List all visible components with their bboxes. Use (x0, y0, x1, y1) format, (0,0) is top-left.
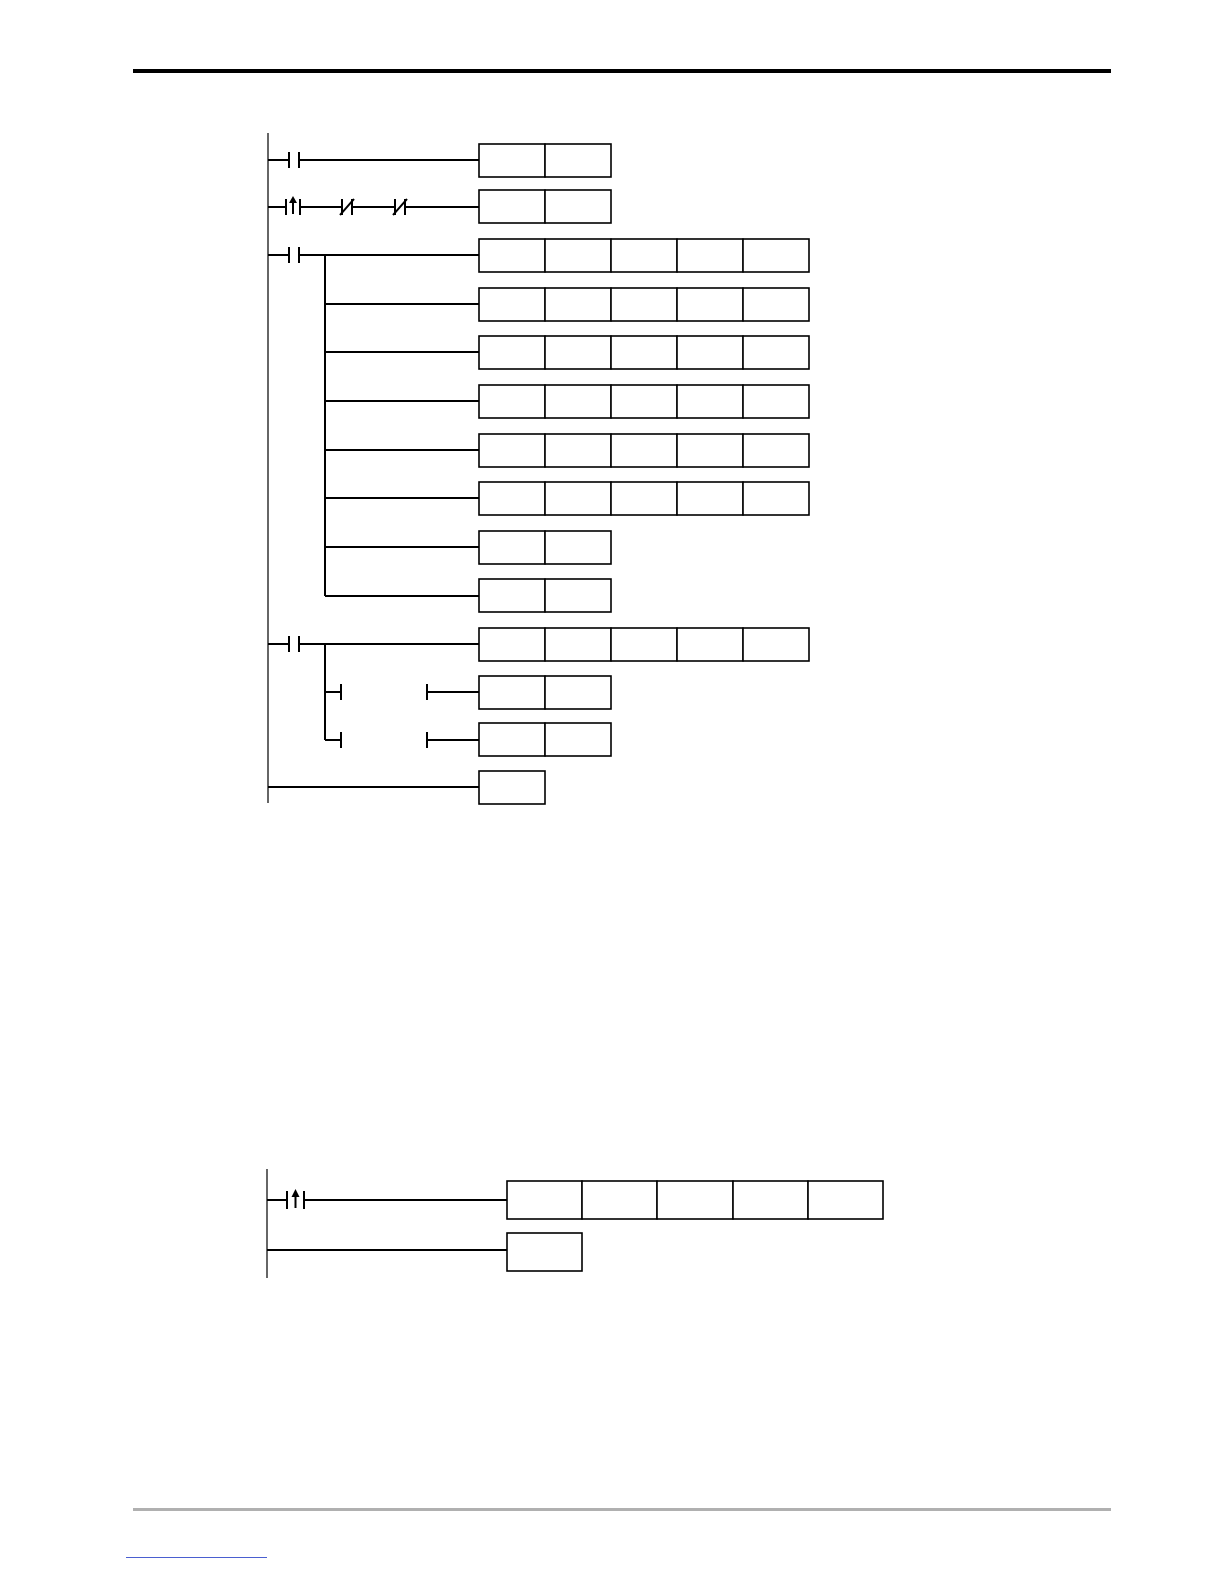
instruction-field (677, 434, 743, 467)
rung-2 (268, 190, 611, 223)
instruction-field (545, 190, 611, 223)
instruction-field (611, 385, 677, 418)
branch-4 (325, 385, 809, 418)
instruction-field (545, 723, 611, 756)
instruction-field (545, 531, 611, 564)
instruction-field (479, 628, 545, 661)
instruction-field (479, 531, 545, 564)
instruction-field (743, 385, 809, 418)
instruction-field (611, 288, 677, 321)
instruction-field (611, 239, 677, 272)
instruction-field (545, 288, 611, 321)
no-contact-icon (289, 247, 299, 263)
instruction-field (479, 144, 545, 177)
instruction-field (545, 239, 611, 272)
branch-1 (479, 628, 809, 661)
nc-contact-icon (393, 199, 407, 215)
instruction-field (611, 482, 677, 515)
instruction-field (743, 628, 809, 661)
instruction-field (545, 579, 611, 612)
instruction-field (479, 336, 545, 369)
instruction-field (743, 434, 809, 467)
instruction-field (479, 579, 545, 612)
instruction-field (677, 288, 743, 321)
instruction-field (545, 336, 611, 369)
instruction-field (611, 434, 677, 467)
instruction-field (507, 1233, 582, 1271)
rung-1 (267, 1181, 883, 1219)
rung-1 (268, 144, 611, 177)
instruction-field (677, 385, 743, 418)
instruction-field (545, 434, 611, 467)
instruction-field (733, 1181, 808, 1219)
instruction-field (657, 1181, 733, 1219)
rung-3 (268, 239, 809, 612)
instruction-field (479, 723, 545, 756)
instruction-field (808, 1181, 883, 1219)
rung-5 (268, 771, 545, 804)
branch-1 (479, 239, 809, 272)
ladder-diagram-2 (267, 1169, 883, 1278)
instruction-field (545, 385, 611, 418)
footer-rule (133, 1508, 1111, 1511)
instruction-field (479, 190, 545, 223)
instruction-field (479, 676, 545, 709)
nc-contact-icon (340, 199, 354, 215)
branch-8 (325, 579, 611, 612)
instruction-field (743, 336, 809, 369)
branch-3 (325, 723, 611, 756)
instruction-field (743, 482, 809, 515)
instruction-field (677, 628, 743, 661)
instruction-field (582, 1181, 657, 1219)
instruction-field (479, 288, 545, 321)
branch-5 (325, 434, 809, 467)
instruction-field (479, 239, 545, 272)
rung-4 (268, 628, 809, 756)
footer-link-underline[interactable] (126, 1557, 267, 1558)
instruction-field (479, 385, 545, 418)
instruction-field (677, 336, 743, 369)
instruction-field (545, 628, 611, 661)
rising-edge-contact-icon (287, 1189, 304, 1209)
instruction-field (611, 336, 677, 369)
branch-3 (325, 336, 809, 369)
no-contact-icon (289, 152, 299, 168)
instruction-field (545, 676, 611, 709)
instruction-field (743, 239, 809, 272)
instruction-field (677, 239, 743, 272)
branch-2 (325, 676, 611, 709)
rung-2 (267, 1233, 582, 1271)
no-contact-icon (289, 636, 299, 652)
branch-6 (325, 482, 809, 515)
ladder-diagram-1 (268, 133, 809, 804)
instruction-field (677, 482, 743, 515)
instruction-field (479, 482, 545, 515)
instruction-field (507, 1181, 582, 1219)
instruction-field (545, 482, 611, 515)
rising-edge-contact-icon (286, 196, 300, 215)
instruction-field (611, 628, 677, 661)
instruction-field (479, 771, 545, 804)
branch-7 (325, 531, 611, 564)
instruction-field (743, 288, 809, 321)
branch-2 (325, 288, 809, 321)
instruction-field (545, 144, 611, 177)
instruction-field (479, 434, 545, 467)
